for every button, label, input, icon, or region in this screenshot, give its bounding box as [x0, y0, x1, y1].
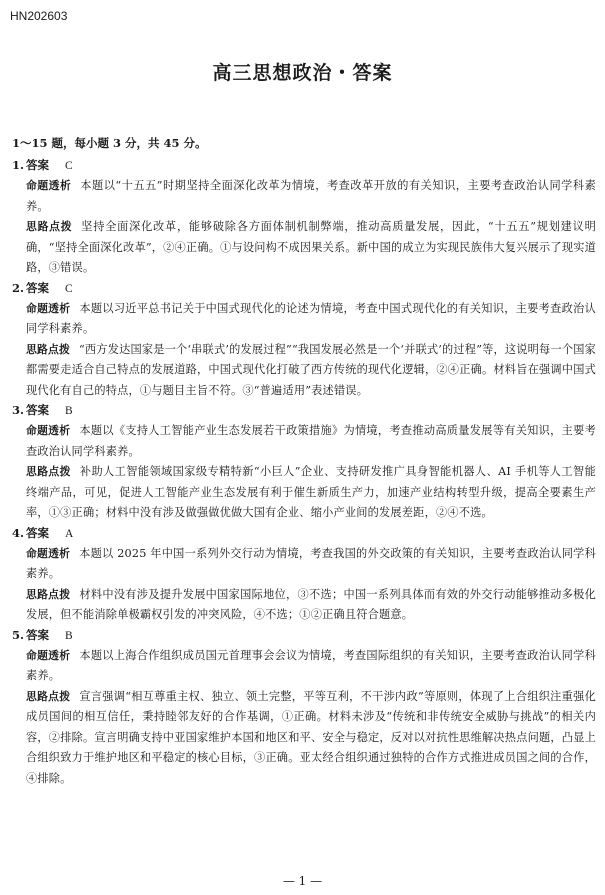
analysis-paragraph	[12, 299, 596, 340]
answer-line	[12, 626, 596, 646]
analysis-paragraph	[12, 421, 596, 462]
answer-item	[12, 156, 596, 279]
answer-item	[12, 401, 596, 524]
hint-text: “西方发达国家是一个‘串联式’的发展过程”“我国发展必然是一个‘并联式’的过程”等，这说明每一个国家都需要走适合自己特点的发展道路，中国式现代化打破了西方传统的现代化逻辑，②④正确。材料旨在强调中国式现代化有自己的特点，①与题目主旨不符。③“普遍适用”表述错误。	[26, 342, 596, 397]
answer-line	[12, 401, 596, 421]
analysis-label: 命题透析	[26, 648, 71, 662]
answer-label: 答案	[26, 403, 49, 417]
answer-line	[12, 524, 596, 544]
hint-paragraph	[12, 462, 596, 524]
document-code: HN202603	[10, 9, 68, 23]
hint-label: 思路点拨	[26, 342, 70, 356]
hint-label: 思路点拨	[26, 465, 71, 478]
answer-label: 答案	[26, 627, 49, 642]
hint-text: 补助人工智能领域国家级专精特新“小巨人”企业、支持研发推广具身智能机器人、AI 手机等人工智能终端产品，可见，促进人工智能产业生态发展有利于催生新质生产力，加速产业结构转型升级，提高全要素生产率，①③正确；材料中没有涉及做强做优做大国有企业、缩小产业间的发展差距，②④不选。	[26, 465, 596, 519]
question-number: 4.	[12, 525, 25, 540]
hint-paragraph	[12, 217, 596, 279]
hint-paragraph	[12, 585, 596, 626]
hint-text: 宣言强调“相互尊重主权、独立、领土完整，平等互利，不干涉内政”等原则，体现了上合组织注重强化成员国间的相互信任，秉持睦邻友好的合作基调，①正确。材料未涉及“传统和非传统安全威胁与挑战”的相关内容，②排除。宣言明确支持中亚国家维护本国和地区和平、安全与稳定，反对以对抗性思维解决热点问题，凸显上合组织致力于维护地区和平稳定的核心目标，③正确。亚太经合组织通过独特的合作方式推进成员国之间的合作，④排除。	[26, 689, 596, 785]
answer-label: 答案	[26, 280, 49, 295]
analysis-label: 命题透析	[26, 301, 71, 315]
question-number: 1.	[12, 158, 25, 172]
answer-item	[12, 279, 596, 402]
analysis-label: 命题透析	[26, 179, 72, 192]
analysis-text: 本题以“十五五”时期坚持全面深化改革为情境，考查改革开放的有关知识，主要考查政治认同学科素养。	[26, 179, 596, 213]
hint-paragraph	[12, 687, 596, 790]
analysis-text: 本题以习近平总书记关于中国式现代化的论述为情境，考查中国式现代化的有关知识，主要考查政治认同学科素养。	[26, 301, 596, 335]
answer-label: 答案	[26, 525, 49, 540]
question-number: 3.	[12, 403, 25, 417]
answer-choice: B	[65, 405, 73, 417]
page-number: — 1 —	[282, 874, 323, 888]
question-number: 5.	[12, 627, 25, 642]
answer-label: 答案	[26, 158, 49, 172]
hint-paragraph	[12, 340, 596, 402]
analysis-paragraph	[12, 646, 596, 687]
answer-choice: C	[65, 282, 73, 295]
answer-item	[12, 524, 596, 626]
analysis-paragraph	[12, 544, 596, 585]
answer-line	[12, 279, 596, 299]
analysis-label: 命题透析	[26, 546, 71, 560]
analysis-text: 本题以 2025 年中国一系列外交行动为情境，考查我国的外交政策的有关知识，主要考查政治认同学科素养。	[26, 546, 596, 580]
answer-choice: B	[65, 629, 73, 642]
analysis-text: 本题以《支持人工智能产业生态发展若干政策措施》为情境，考查推动高质量发展等有关知识，主要考查政治认同学科素养。	[26, 424, 596, 458]
analysis-text: 本题以上海合作组织成员国元首理事会会议为情境，考查国际组织的有关知识，主要考查政治认同学科素养。	[26, 648, 596, 682]
answer-choice: C	[65, 160, 73, 172]
hint-label: 思路点拨	[26, 220, 73, 233]
page-title: 高三思想政治・答案	[212, 62, 393, 84]
analysis-label: 命题透析	[26, 424, 71, 437]
analysis-paragraph	[12, 176, 596, 217]
hint-text: 坚持全面深化改革，能够破除各方面体制机制弊端，推动高质量发展，因此，“十五五”规划建议明确，“坚持全面深化改革”，②④正确。①与设问构不成因果关系。新中国的成立为实现民族伟大复兴展示了现实道路，③错误。	[26, 220, 596, 274]
hint-label: 思路点拨	[26, 689, 71, 703]
answer-item	[12, 626, 596, 790]
answer-line	[12, 156, 596, 176]
hint-label: 思路点拨	[26, 587, 71, 601]
answer-list	[12, 156, 596, 789]
hint-text: 材料中没有涉及提升发展中国家国际地位，③不选；中国一系列具体而有效的外交行动能够推动多极化发展，但不能消除单极霸权引发的冲突风险，④不选；①②正确且符合题意。	[26, 587, 596, 621]
question-number: 2.	[12, 280, 25, 295]
answer-choice: A	[65, 527, 74, 540]
section-intro: 1～15 题，每小题 3 分，共 45 分。	[12, 136, 207, 150]
